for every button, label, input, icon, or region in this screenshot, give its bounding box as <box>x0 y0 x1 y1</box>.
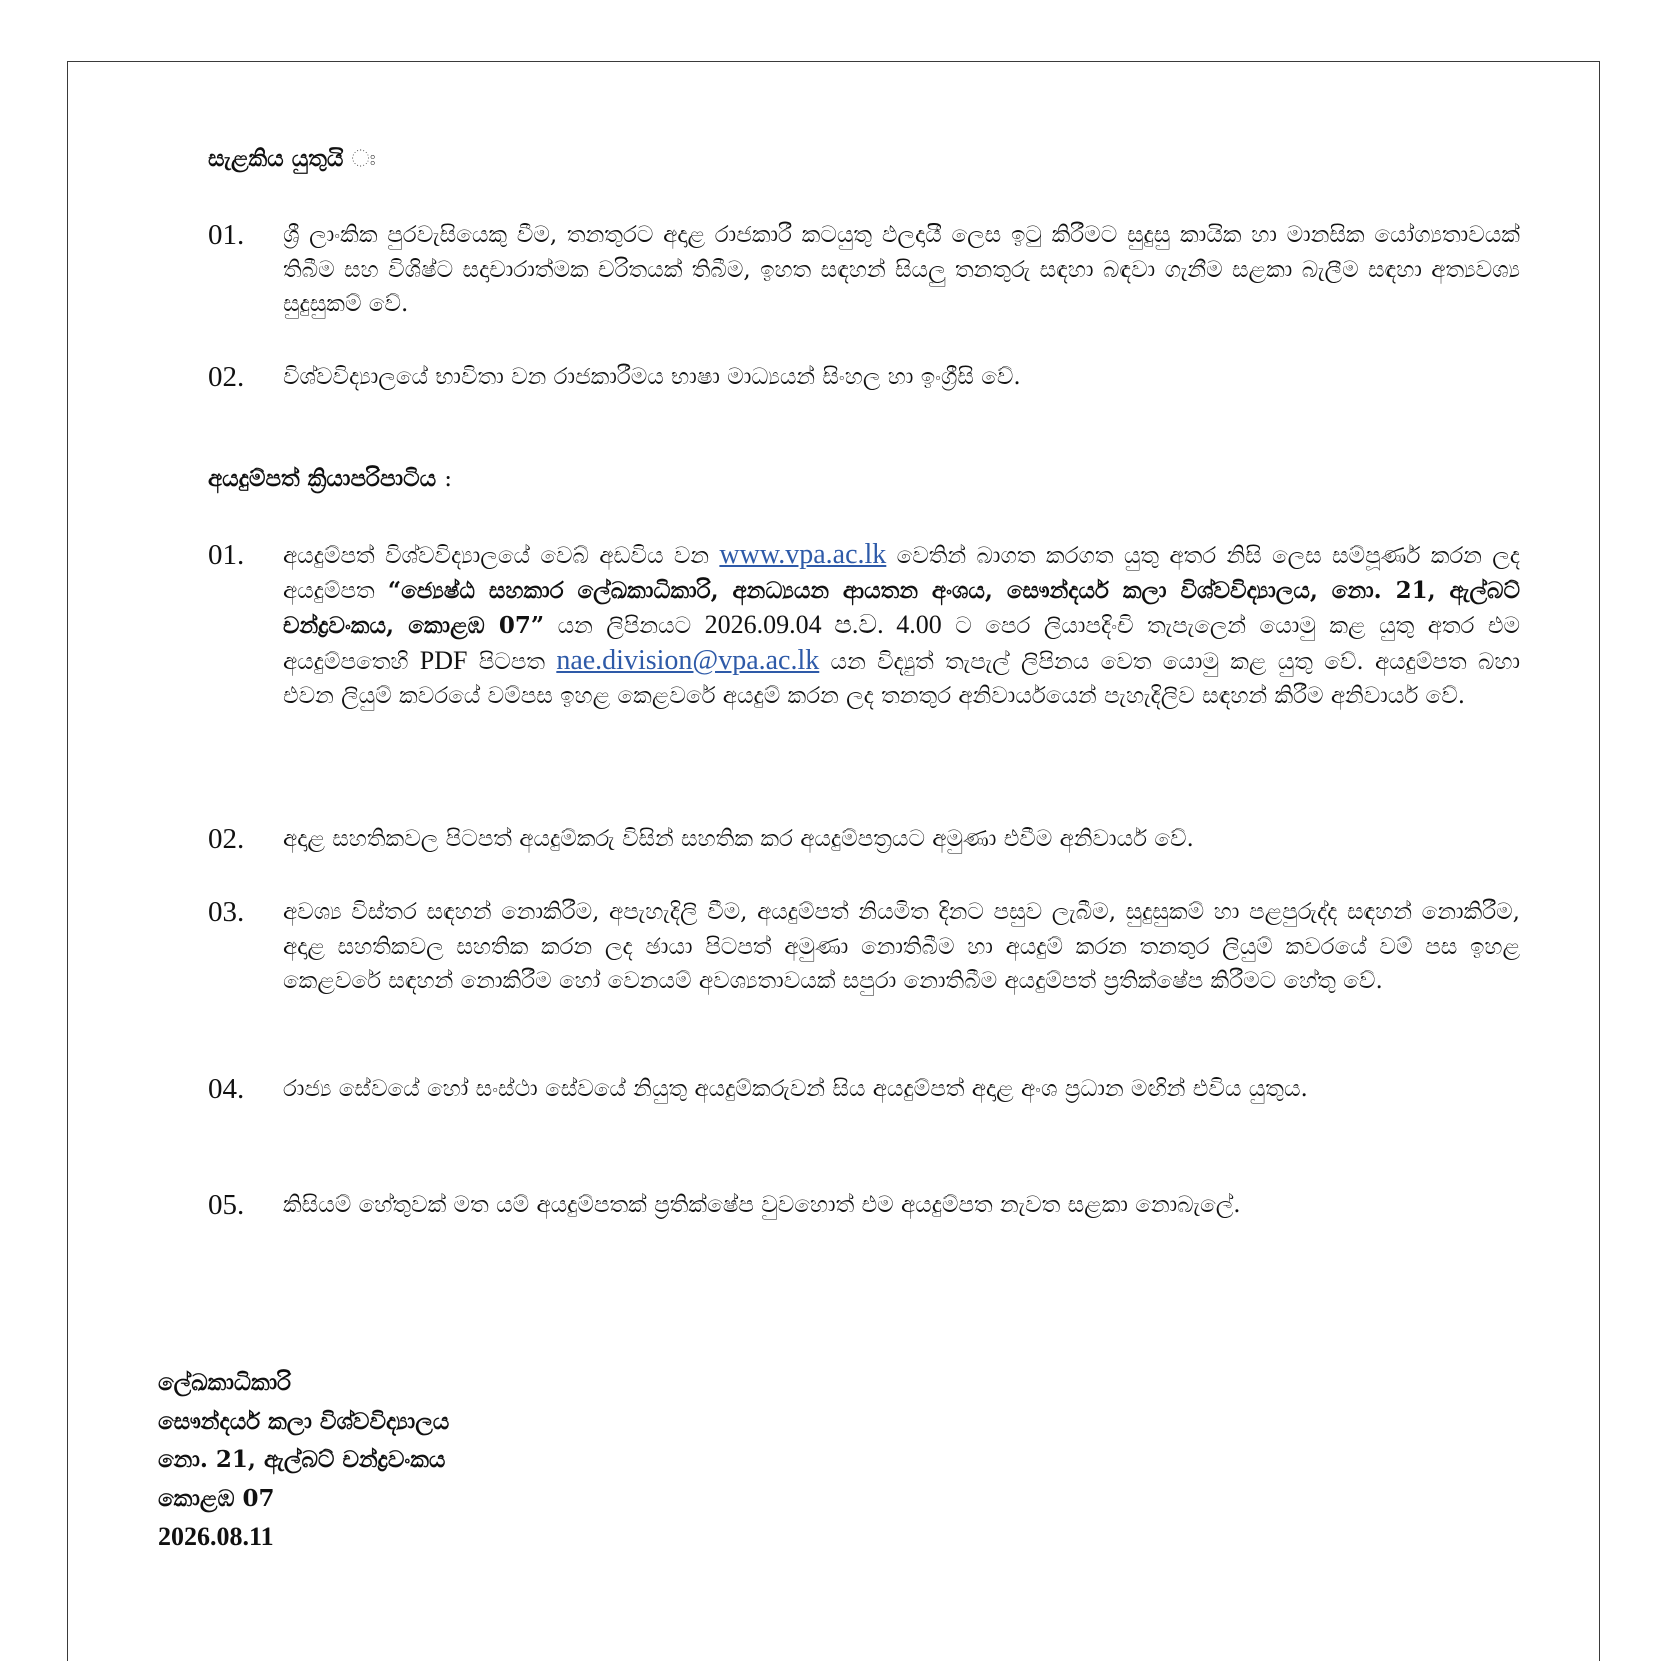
text-part: යන ලිපිනයට <box>557 613 692 639</box>
text-part: ට පෙර ලියාපදිංචි තැපැලෙන් යොමු කළ යුතු අතර එම අයදුම්පතෙහි <box>283 613 1521 675</box>
procedure-item <box>208 822 1520 857</box>
item-number: 02. <box>208 361 245 393</box>
deadline-text: 2026.09.04 ප.ව. 4.00 <box>704 610 942 639</box>
item-number: 01. <box>208 539 245 571</box>
eligibility-item <box>208 218 1520 322</box>
item-text: කිසියම් හේතුවක් මත යම් අයදුම්පතක් ප්‍රතික්ෂේප වුවහොත් එම අයදුම්පත නැවත සළකා නොබැලේ. <box>283 1192 1241 1218</box>
section-heading-eligibility <box>208 142 376 176</box>
procedure-item <box>208 895 1520 999</box>
item-text: රාජ්‍ය සේවයේ හෝ සංස්ථා සේවයේ නියුතු අයදුම්කරුවන් සිය අයදුම්පත් අදාළ අංශ ප්‍රධාන මඟින් එවිය යුතුය. <box>283 1076 1308 1102</box>
email-link[interactable]: nae.division@vpa.ac.lk <box>556 644 820 676</box>
procedure-item <box>208 1188 1520 1223</box>
procedure-item <box>208 1072 1520 1107</box>
section-heading-procedure <box>208 462 452 496</box>
postal-address: “ජ්‍යෙෂ්ඨ සහකාර ලේඛකාධිකාරි, අනධ්‍යයන ආයතන අංශය, සෞන්දර්ය කලා විශ්වවිද්‍යාලය, නො. 21, ඇල්බට් චන්ද්‍රවංකය, කොළඹ 07” <box>283 576 1520 639</box>
item-number: 02. <box>208 823 245 855</box>
signature-city: කොළඹ 07 <box>158 1484 275 1512</box>
signature-address: නො. 21, ඇල්බට් චන්ද්‍රවංකය <box>158 1446 446 1473</box>
signature-title: ලේඛකාධිකාරි <box>158 1369 292 1396</box>
item-number: 04. <box>208 1073 245 1105</box>
item-text <box>283 538 1520 714</box>
heading-text: සැළකිය යුතුයි <box>208 145 344 172</box>
text-part: වෙතින් බාගත කරගත යුතු අතර නිසි ලෙස සම්පූර්ණ කරන ලද අයදුම්පත <box>283 543 1520 604</box>
heading-colon: ඃ <box>351 146 376 172</box>
text-part: යන විද්‍යුත් තැපැල් ලිපිනය වෙත යොමු කළ යුතු වේ. අයදුම්පත බහා එවන ලියුම් කවරයේ වම්පස ඉහළ කෙළවරේ අයදුම් කරන ලද තනතුර අනිවාර්යයෙන් පැහැදිලිව සඳහන් කිරීම අනිවාර්ය වේ. <box>283 648 1521 709</box>
item-number: 03. <box>208 896 245 928</box>
signature-date: 2026.08.11 <box>158 1522 274 1551</box>
item-number: 01. <box>208 219 245 251</box>
website-link[interactable]: www.vpa.ac.lk <box>719 539 887 570</box>
item-text: අදාළ සහතිකවල පිටපත් අයදුම්කරු විසින් සහතික කර අයදුම්පත්‍රයට අමුණා එවීම අනිවාර්ය වේ. <box>283 826 1194 852</box>
eligibility-item <box>208 360 1520 395</box>
item-number: 05. <box>208 1189 245 1221</box>
heading-text: අයදුම්පත් ක්‍රියාපරිපාටිය <box>208 465 437 492</box>
heading-colon: : <box>444 466 452 492</box>
text-part: පිටපත <box>478 648 546 675</box>
pdf-text: PDF <box>419 645 468 675</box>
item-text: ශ්‍රී ලාංකික පුරවැසියෙකු වීම, තනතුරට අදාළ රාජකාරී කටයුතු ඵලදායී ලෙස ඉටු කිරීමට සුදුසු කායික හා මානසික යෝග්‍යතාවයක් තිබීම සහ විශිෂ්ට සදාචාරාත්මක චරිතයක් තිබීම, ඉහත සඳහන් සියලු තනතුරු සඳහා බඳවා ගැනීම සළකා බැලීම සඳහා අත්‍යවශ්‍ය සුදුසුකම් වේ. <box>283 222 1520 317</box>
procedure-item <box>208 538 1520 714</box>
signature-block <box>158 1364 449 1557</box>
item-text: විශ්වවිද්‍යාලයේ භාවිතා වන රාජකාරීමය භාෂා මාධ්‍යයන් සිංහල හා ඉංග්‍රීසි වේ. <box>283 364 1021 390</box>
text-part: අයදුම්පත් විශ්වවිද්‍යාලයේ වෙබ් අඩවිය වන <box>283 543 710 569</box>
item-text: අවශ්‍ය විස්තර සඳහන් නොකිරීම, අපැහැදිලි වීම, අයදුම්පත් නියමිත දිනට පසුව ලැබීම, සුදුසුකම් හා පළපුරුද්ද සඳහන් නොකිරීම, අදාළ සහතිකවල සහතික කරන ලද ඡායා පිටපත් අමුණා නොතිබීම හා අයදුම් කරන තනතුර ලියුම් කවරයේ වම් පස ඉහළ කෙළවරේ සඳහන් නොකිරීම හෝ වෙනයම් අවශ්‍යතාවයක් සපුරා නොතිබීම අයදුම්පත් ප්‍රතික්ෂේප කිරීමට හේතු වේ. <box>283 899 1520 994</box>
signature-university: සෞන්දර්ය කලා විශ්වවිද්‍යාලය <box>158 1407 450 1435</box>
